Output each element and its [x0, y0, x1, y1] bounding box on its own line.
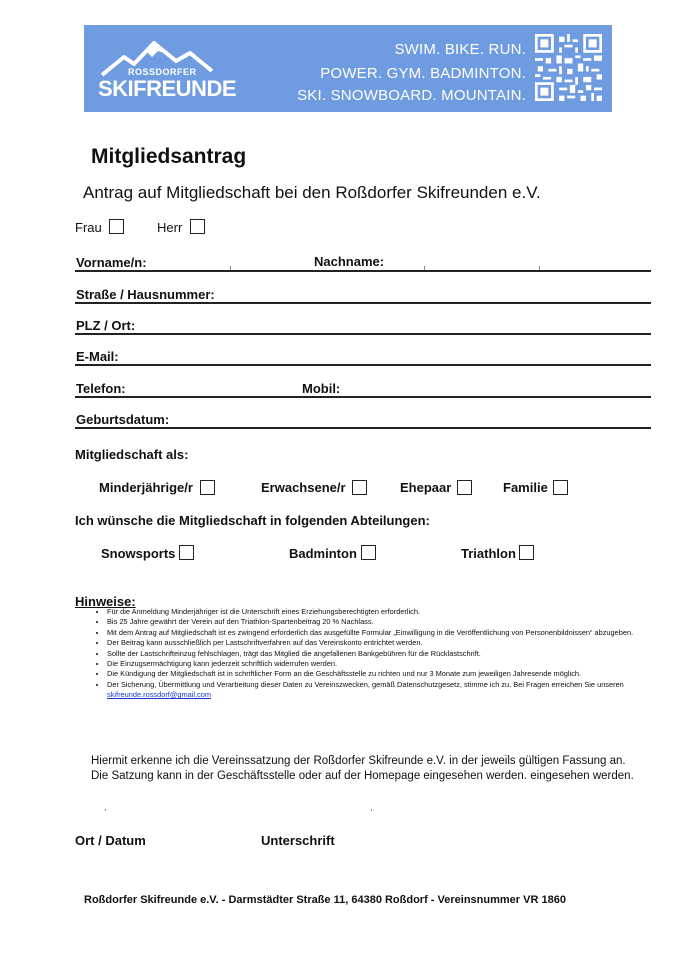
signature-mark — [105, 809, 106, 811]
triathlon-checkbox[interactable] — [519, 545, 534, 560]
membership-option-label: Ehepaar — [400, 480, 452, 495]
slogan-line-3: SKI. SNOWBOARD. MOUNTAIN. — [297, 87, 526, 104]
strasse-input-line[interactable] — [75, 302, 651, 304]
department-option-label: Triathlon — [461, 546, 516, 561]
mobil-label: Mobil: — [302, 381, 341, 396]
telefon-label: Telefon: — [76, 381, 126, 396]
frau-label: Frau — [75, 220, 102, 235]
declaration-line-2: Die Satzung kann in der Geschäftsstelle oder auf der Homepage eingesehen werden. eingesehen werden. — [91, 770, 634, 782]
line-tick — [230, 266, 231, 270]
hinweis-item: • Sollte der Lastschrifteinzug fehlschlagen, trägt das Mitglied die angefallenen Bankgebühren für die Rücklastschrift. — [107, 649, 647, 659]
geburtsdatum-label: Geburtsdatum: — [76, 412, 170, 427]
strasse-label: Straße / Hausnummer: — [76, 287, 215, 302]
logo-subtext: ROSSDORFER — [128, 67, 197, 77]
name-input-line[interactable] — [75, 270, 651, 272]
footer-text: Roßdorfer Skifreunde e.V. - Darmstädter Straße 11, 64380 Roßdorf - Vereinsnummer VR 1860 — [84, 894, 566, 906]
hinweis-item: • Die Kündigung der Mitgliedschaft ist in schriftlicher Form an die Geschäftsstelle zu richten und nur 3 Monate zum jeweiligen Jahresende möglich. — [107, 669, 647, 679]
page-subtitle: Antrag auf Mitgliedschaft bei den Roßdorfer Skifreunden e.V. — [83, 183, 541, 202]
erwachsene-checkbox[interactable] — [352, 480, 367, 495]
telefon-input-line[interactable] — [75, 396, 651, 398]
email-label: E-Mail: — [76, 349, 119, 364]
geburtsdatum-input-line[interactable] — [75, 427, 651, 429]
page-title: Mitgliedsantrag — [91, 145, 247, 168]
hinweis-item: • Der Beitrag kann ausschließlich per Lastschriftverfahren auf das Vereinskonto entrichtet werden. — [107, 638, 647, 648]
hinweis-item: • Für die Anmeldung Minderjähriger ist die Unterschrift eines Erziehungsberechtigten erforderlich. — [107, 607, 647, 617]
herr-label: Herr — [157, 220, 183, 235]
slogan-line-1: SWIM. BIKE. RUN. — [394, 41, 526, 58]
membership-heading: Mitgliedschaft als: — [75, 447, 189, 462]
snowsports-checkbox[interactable] — [179, 545, 194, 560]
departments-heading: Ich wünsche die Mitgliedschaft in folgenden Abteilungen: — [75, 513, 430, 528]
line-tick — [539, 266, 540, 270]
membership-option-label: Minderjährige/r — [99, 480, 193, 495]
nachname-label: Nachname: — [314, 254, 385, 269]
herr-checkbox[interactable] — [190, 219, 205, 234]
membership-option-label: Erwachsene/r — [261, 480, 346, 495]
hinweis-item: • Mit dem Antrag auf Mitgliedschaft ist es zwingend erforderlich das ausgefüllte Formular „Einwilligung in die Veröffentlichung von Personenbildnissen“ abzugeben. — [107, 628, 647, 638]
ort-datum-label: Ort / Datum — [75, 833, 146, 848]
plz-input-line[interactable] — [75, 333, 651, 335]
badminton-checkbox[interactable] — [361, 545, 376, 560]
slogan-line-2: POWER. GYM. BADMINTON. — [320, 65, 526, 82]
ehepaar-checkbox[interactable] — [457, 480, 472, 495]
familie-checkbox[interactable] — [553, 480, 568, 495]
hinweise-title: Hinweise: — [75, 594, 136, 609]
hinweise-list — [90, 607, 647, 701]
qr-code-icon — [535, 34, 602, 101]
unterschrift-label: Unterschrift — [261, 833, 335, 848]
membership-option-label: Familie — [503, 480, 548, 495]
declaration-line-1: Hiermit erkenne ich die Vereinssatzung der Roßdorfer Skifreunde e.V. in der jeweils gültigen Fassung an. — [91, 755, 626, 767]
vorname-label: Vorname/n: — [76, 255, 147, 270]
header-banner — [84, 25, 612, 112]
frau-checkbox[interactable] — [109, 219, 124, 234]
hinweis-item-text: Der Sicherung, Übermittlung und Verarbeitung dieser Daten zu Vereinszwecken, gemäß Datenschutzgesetz, stimme ich zu. Bei Fragen erreichen Sie unseren — [107, 679, 624, 689]
department-option-label: Badminton — [289, 546, 357, 561]
line-tick — [424, 266, 425, 270]
signature-mark — [371, 809, 372, 811]
minderjaehrige-checkbox[interactable] — [200, 480, 215, 495]
hinweis-item: • Die Einzugsermächtigung kann jederzeit schriftlich widerrufen werden. — [107, 659, 647, 669]
department-option-label: Snowsports — [101, 546, 176, 561]
email-input-line[interactable] — [75, 364, 651, 366]
logo-text: SKIFREUNDE — [98, 76, 237, 101]
plz-label: PLZ / Ort: — [76, 318, 136, 333]
hinweis-item: • Bis 25 Jahre gewährt der Verein auf den Triathlon-Spartenbeitrag 20 % Nachlass. — [107, 617, 647, 627]
hinweis-item — [107, 680, 647, 701]
contact-email-link[interactable]: skifreunde.rossdorf@gmail.com — [107, 690, 212, 700]
